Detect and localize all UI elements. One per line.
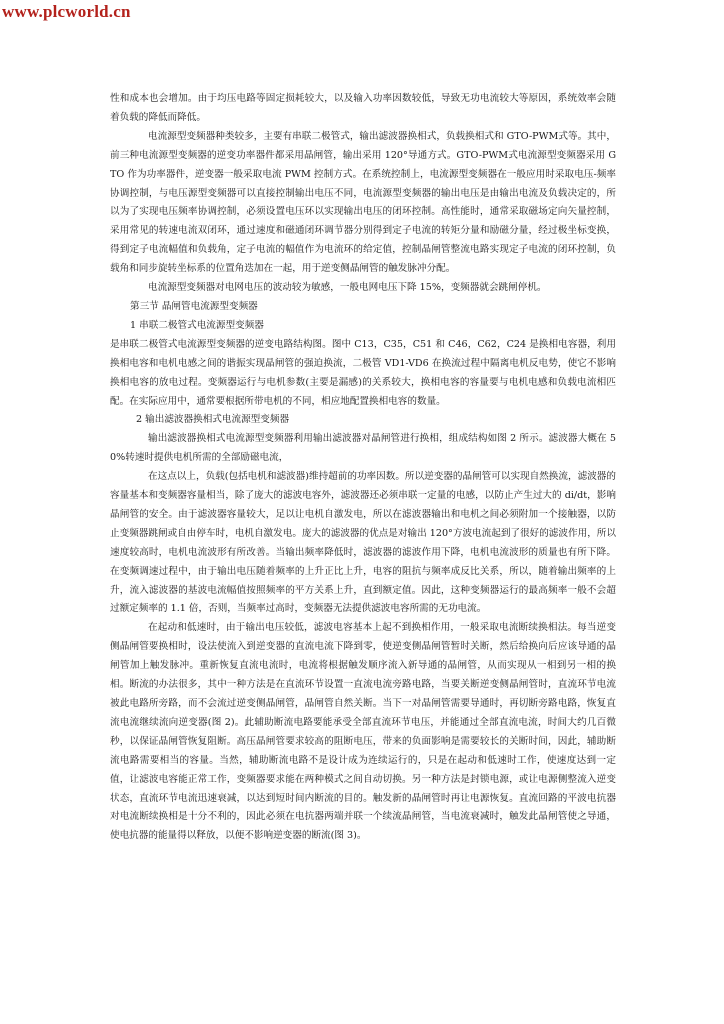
paragraph: 在这点以上，负载(包括电机和滤波器)维持超前的功率因数。所以逆变器的晶闸管可以实现自然换流，滤波器的容量基本和变频器容量相当，除了庞大的滤波电容外，滤波器还必须串联一定量的电感，以防止产生过大的 di/dt，影响晶闸管的安全。由于滤波器容量较大，足以让电机自激发电，所以在滤波器输出和电机之间必须附加一个接触器，以防止变频器跳闸或自由停车时，电机自激发电。庞大的滤波器的优点是对输出 120°方波电流起到了很好的滤波作用，所以速度较高时，电机电流波形有所改善。当输出频率降低时，滤波器的滤波作用下降，电机电流波形的质量也有所下降。在变频调速过程中，由于输出电压随着频率的上升正比上升，电容的阻抗与频率成反比关系，所以，随着输出频率的上升，流入滤波器的基波电流幅值按照频率的平方关系上升，直到额定值。因此，这种变频器运行的最高频率一般不会超过额定频率的 1.1 倍，否则，当频率过高时，变频器无法提供滤波电容所需的无功电流。 [110, 471, 616, 615]
site-watermark: www.plcworld.cn [2, 2, 131, 21]
document-body [110, 90, 616, 846]
subsection-heading: 1 串联二极管式电流源型变频器 [130, 319, 264, 331]
paragraph: 输出滤波器换相式电流源型变频器利用输出滤波器对晶闸管进行换相，组成结构如图 2 所示。滤波器大概在 50%转速时提供电机所需的全部励磁电流， [110, 433, 616, 464]
paragraph: 性和成本也会增加。由于均压电路等固定损耗较大，以及输入功率因数较低，导致无功电流较大等原因，系统效率会随着负载的降低而降低。 [110, 93, 616, 123]
subsection-heading: 2 输出滤波器换相式电流源型变频器 [136, 414, 290, 426]
paragraph: 在起动和低速时，由于输出电压较低，滤波电容基本上起不到换相作用，一般采取电流断续换相法。每当逆变侧晶闸管要换相时，设法使流入到逆变器的直流电流下降到零，使逆变侧晶闸管暂时关断，然后给换向后应该导通的晶闸管加上触发脉冲。重新恢复直流电流时，电流将根据触发顺序流入新导通的晶闸管，从而实现从一相到另一相的换相。断流的办法很多，其中一种方法是在直流环节设置一直流电流旁路电路，当要关断逆变侧晶闸管时，直流环节电流被此电路所旁路，而不会流过逆变侧晶闸管，晶闸管自然关断。当下一对晶闸管需要导通时，再切断旁路电路，恢复直流电流继续流向逆变器(图 2)。此辅助断流电路要能承受全部直流环节电压，并能通过全部直流电流，时间大约几百微秒，以保证晶闸管恢复阻断。高压晶闸管要求较高的阻断电压，带来的负面影响是需要较长的关断时间，因此，辅助断流电路需要相当的容量。当然，辅助断流电路不是设计成为连续运行的，只是在起动和低速时工作，使速度达到一定值，让滤波电容能正常工作，变频器要求能在两种模式之间自动切换。另一种方法是封锁电源，或让电源侧整流入逆变状态，直流环节电流迅速衰减，以达到短时间内断流的目的。触发新的晶闸管时再让电源恢复。直流回路的平波电抗器对电流断续换相是十分不利的，因此必须在电抗器两端并联一个续流晶闸管，当电流衰减时，触发此晶闸管使之导通，使电抗器的能量得以释放，以便不影响逆变器的断流(图 3)。 [110, 622, 616, 842]
section-heading: 第三节 晶闸管电流源型变频器 [130, 300, 258, 312]
paragraph: 电流源型变频器对电网电压的波动较为敏感，一般电网电压下降 15%，变频器就会跳闸停机。 [148, 282, 547, 294]
paragraph: 电流源型变频器种类较多，主要有串联二极管式，输出滤波器换相式，负载换相式和 GTO-PWM式等。其中，前三种电流源型变频器的逆变功率器件都采用晶闸管，输出采用 120°导通方式。GTO-PWM式电流源型变频器采用 GTO 作为功率器件，逆变器一般采取电流 PWM 控制方式。在系统控制上，电流源型变频器在一般应用时采取电压-频率协调控制，与电压源型变频器可以直接控制输出电压不同，电流源型变频器的输出电压是由输出电流及负载决定的，所以为了实现电压频率协调控制，必须设置电压环以实现输出电压的闭环控制。高性能时，通常采取磁场定向矢量控制，采用常见的转速电流双闭环，通过速度和磁通闭环调节器分别得到定子电流的转矩分量和励磁分量，经过极坐标变换，得到定子电流幅值和负载角，定子电流的幅值作为电流环的给定值，控制晶闸管整流电路实现定子电流的闭环控制，负载角和同步旋转坐标系的位置角迭加在一起，用于逆变侧晶闸管的触发脉冲分配。 [110, 130, 616, 275]
paragraph: 是串联二极管式电流源型变频器的逆变电路结构图。图中 C13，C35，C51 和 C46，C62，C24 是换相电容器，利用换相电容和电机电感之间的谐振实现晶闸管的强迫换流，二极管 VD1-VD6 在换流过程中隔离电机反电势，使它不影响换相电容的放电过程。变频器运行与电机参数(主要是漏感)的关系较大，换相电容的容量要与电机电感和负载电流相匹配。在实际应用中，通常要根据所带电机的不同，相应地配置换相电容的数量。 [110, 338, 616, 407]
